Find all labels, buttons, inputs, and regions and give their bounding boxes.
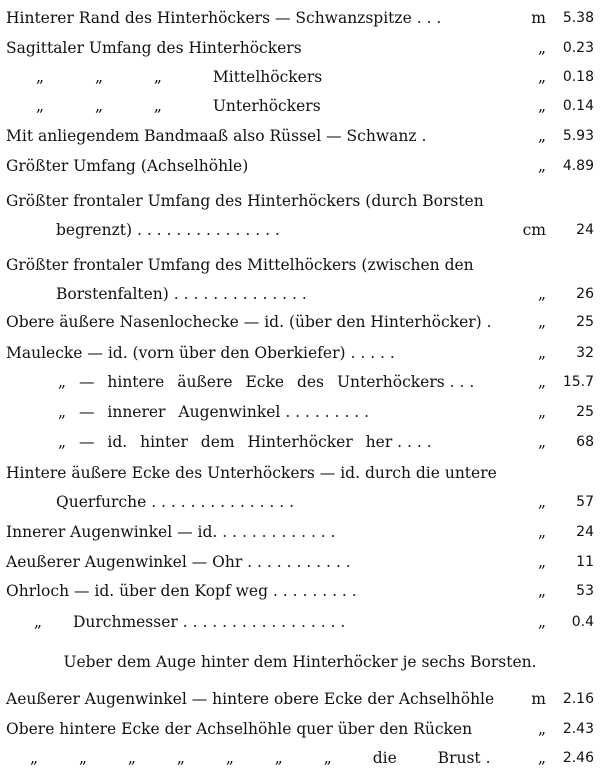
row-unit: cm <box>522 221 546 239</box>
row-value: 11 <box>576 554 594 570</box>
row-value: 2.46 <box>562 750 594 766</box>
row-text: Innerer Augenwinkel — id. <box>6 523 218 541</box>
row-unit: „ <box>537 373 546 391</box>
row-text: Größter frontaler Umfang des Mittelhöckers (zwischen den <box>6 256 474 274</box>
row-unit: „ <box>537 127 546 145</box>
row-text: Ohrloch — id. über den Kopf weg <box>6 582 269 600</box>
row-text: Aeußerer Augenwinkel — hintere obere Ecke der Achselhöhle <box>6 690 495 708</box>
row-unit: „ <box>537 523 546 541</box>
row-unit: „ <box>537 613 546 631</box>
leader-dots: . . . . <box>397 433 432 451</box>
row-value: 25 <box>576 404 594 420</box>
row-value: 57 <box>576 494 594 510</box>
row-value: 5.38 <box>562 10 594 26</box>
leader-dots: . . . . . . . . . <box>272 582 357 600</box>
row-unit: „ <box>537 493 546 511</box>
row-text: „ — id. hinter dem Hinterhöcker her <box>58 433 393 451</box>
row-unit: m <box>531 9 546 27</box>
table-row <box>6 63 594 91</box>
row-text: Sagittaler Umfang des Hinterhöckers <box>6 39 302 57</box>
leader-dots: . . . . . . . . . . . <box>247 553 351 571</box>
table-row <box>6 216 594 244</box>
table-row <box>6 608 594 636</box>
row-value: 0.23 <box>562 40 594 56</box>
row-text: Hintere äußere Ecke des Unterhöckers — id. durch die untere <box>6 464 497 482</box>
row-value: 15.7 <box>562 374 594 390</box>
table-row <box>6 251 594 279</box>
leader-dots: . . . . . . . . . <box>285 403 370 421</box>
table-row <box>6 518 594 546</box>
row-text: Größter Umfang (Achselhöhle) <box>6 157 249 175</box>
table-row <box>6 4 594 32</box>
table-row <box>6 428 594 456</box>
table-row <box>6 715 594 743</box>
leader-dots: . <box>421 127 427 145</box>
row-value: 68 <box>576 434 594 450</box>
row-text: Borstenfalten) <box>56 285 169 303</box>
row-value: 26 <box>576 286 594 302</box>
leader-dots: . . . . . . . . . . . . <box>222 523 336 541</box>
row-value: 2.43 <box>562 721 594 737</box>
row-text: „ — hintere äußere Ecke des Unterhöckers <box>58 373 445 391</box>
table-row <box>6 398 594 426</box>
row-value: 0.4 <box>571 614 594 630</box>
row-text: „ — innerer Augenwinkel <box>58 403 281 421</box>
row-text: Maulecke — id. (vorn über den Oberkiefer) <box>6 344 346 362</box>
row-unit: „ <box>537 553 546 571</box>
row-value: 24 <box>576 222 594 238</box>
table-row <box>6 685 594 713</box>
leader-dots: . . . <box>449 373 475 391</box>
row-text: Hinterer Rand des Hinterhöckers — Schwanzspitze <box>6 9 412 27</box>
row-text: „ „ „ „ „ „ „ die Brust <box>30 749 481 767</box>
row-value: 5.93 <box>562 128 594 144</box>
table-row <box>6 122 594 150</box>
leader-dots: . . . <box>416 9 442 27</box>
row-value: 0.18 <box>562 69 594 85</box>
row-text: Querfurche <box>56 493 147 511</box>
leader-dots: . . . . . . . . . . . . . . <box>173 285 307 303</box>
row-text: „ Durchmesser <box>34 613 178 631</box>
row-unit: m <box>531 690 546 708</box>
table-row <box>6 459 594 487</box>
table-row <box>6 488 594 516</box>
leader-dots: . . . . . . . . . . . . . . . <box>136 221 280 239</box>
table-row <box>6 744 594 772</box>
row-unit: „ <box>537 403 546 421</box>
row-unit: „ <box>537 285 546 303</box>
table-row <box>6 280 594 308</box>
row-unit: „ <box>537 749 546 767</box>
row-unit: „ <box>537 68 546 86</box>
row-text: Aeußerer Augenwinkel — Ohr <box>6 553 243 571</box>
leader-dots: . . . . . . . . . . . . . . . <box>151 493 295 511</box>
row-value: 24 <box>576 524 594 540</box>
row-unit: „ <box>537 157 546 175</box>
row-text: Größter frontaler Umfang des Hinterhöckers (durch Borsten <box>6 192 484 210</box>
table-row <box>6 577 594 605</box>
leader-dots: . <box>486 313 492 331</box>
row-unit: „ <box>537 582 546 600</box>
row-unit: „ <box>537 97 546 115</box>
row-text: begrenzt) <box>56 221 133 239</box>
row-unit: „ <box>537 39 546 57</box>
row-text: Obere äußere Nasenlochecke — id. (über den Hinterhöcker) <box>6 313 482 331</box>
row-unit: „ <box>537 313 546 331</box>
leader-dots: . <box>485 749 491 767</box>
row-value: 53 <box>576 583 594 599</box>
row-unit: „ <box>537 433 546 451</box>
table-row <box>6 339 594 367</box>
row-value: 0.14 <box>562 98 594 114</box>
row-text: Mit anliegendem Bandmaaß also Rüssel — Schwanz <box>6 127 417 145</box>
table-row <box>6 92 594 120</box>
table-row <box>6 152 594 180</box>
table-row <box>6 187 594 215</box>
row-unit: „ <box>537 344 546 362</box>
leader-dots: . . . . . . . . . . . . . . . . . <box>182 613 346 631</box>
centered-note: Ueber dem Auge hinter dem Hinterhöcker je sechs Borsten. <box>63 653 537 671</box>
row-text: „ „ „ Unterhöckers <box>36 97 321 115</box>
leader-dots: . . . . . <box>350 344 395 362</box>
table-row <box>6 368 594 396</box>
table-row <box>6 308 594 336</box>
row-text: Obere hintere Ecke der Achselhöhle quer über den Rücken <box>6 720 473 738</box>
row-value: 25 <box>576 314 594 330</box>
table-row <box>6 548 594 576</box>
table-row <box>6 34 594 62</box>
row-value: 2.16 <box>562 691 594 707</box>
row-unit: „ <box>537 720 546 738</box>
row-value: 32 <box>576 345 594 361</box>
row-text: „ „ „ Mittelhöckers <box>36 68 323 86</box>
row-value: 4.89 <box>562 158 594 174</box>
